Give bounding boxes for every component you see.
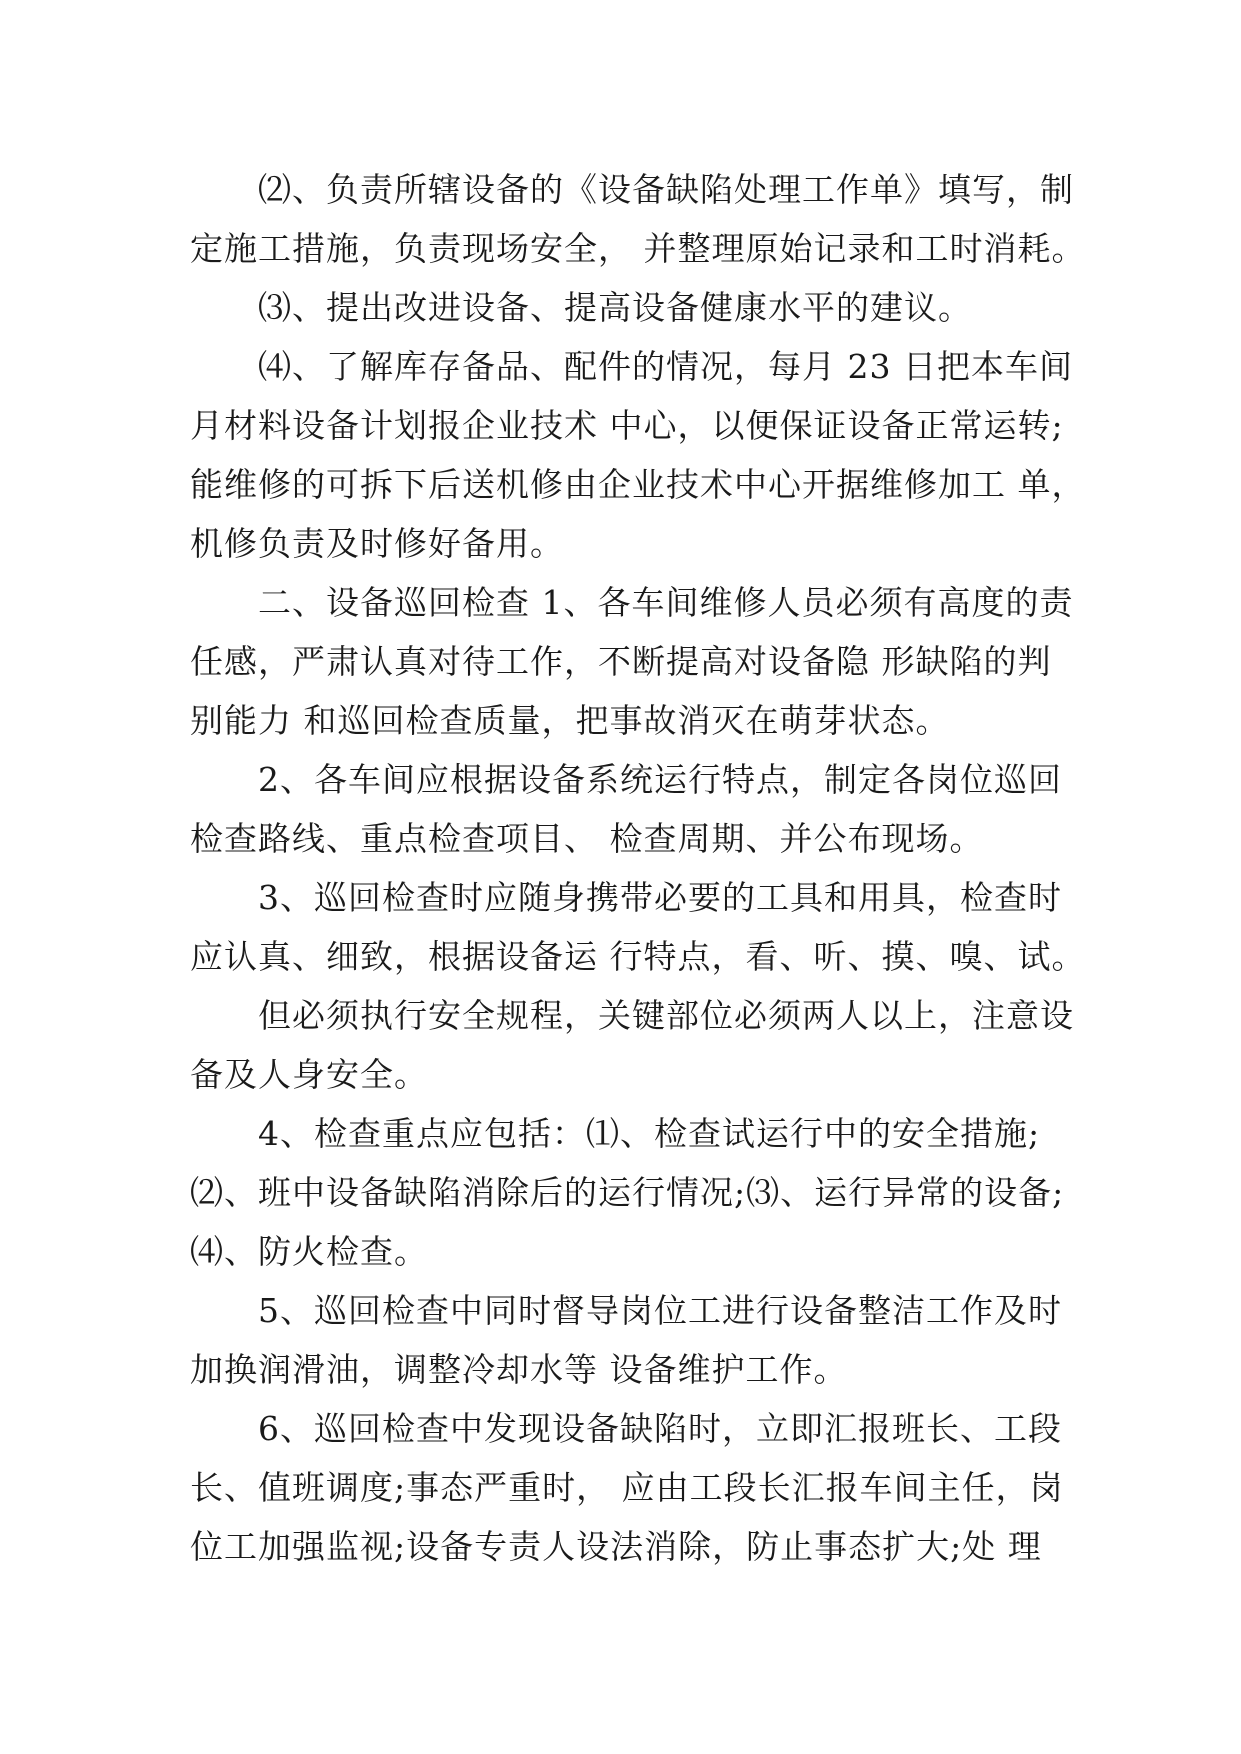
text-line: 5、巡回检查中同时督导岗位工进行设备整洁工作及时	[190, 1291, 1062, 1330]
text-line: 6、巡回检查中发现设备缺陷时，立即汇报班长、工段	[190, 1409, 1062, 1448]
text-line: 能维修的可拆下后送机修由企业技术中心开据维修加工 单，	[190, 465, 1086, 504]
text-line: 应认真、细致，根据设备运 行特点，看、听、摸、嗅、试。	[190, 937, 1086, 976]
item-6-defect-reporting	[190, 1399, 1070, 1576]
text-line: 位工加强监视;设备专责人设法消除，防止事态扩大;处 理	[190, 1527, 1042, 1566]
text-line: ⑷、了解库存备品、配件的情况，每月 23 日把本车间	[190, 347, 1073, 386]
item-2-routes	[190, 750, 1070, 868]
text-line: 任感，严肃认真对待工作，不断提高对设备隐 形缺陷的判	[190, 642, 1052, 681]
text-line: 别能力 和巡回检查质量，把事故消灭在萌芽状态。	[190, 701, 950, 740]
text-line: ⑵、班中设备缺陷消除后的运行情况;⑶、运行异常的设备;	[190, 1173, 1065, 1212]
text-line: 3、巡回检查时应随身携带必要的工具和用具，检查时	[190, 878, 1062, 917]
text-line: 长、值班调度;事态严重时， 应由工段长汇报车间主任，岗	[190, 1468, 1064, 1507]
text-line: 检查路线、重点检查项目、 检查周期、并公布现场。	[190, 819, 984, 858]
text-line: ⑵、负责所辖设备的《设备缺陷处理工作单》填写，制	[190, 170, 1074, 209]
section-2-inspection	[190, 573, 1074, 750]
paragraph-4-inventory	[190, 337, 1086, 573]
paragraph-2-responsibility	[190, 160, 1086, 278]
text-line: 机修负责及时修好备用。	[190, 524, 564, 563]
item-5-maintenance	[190, 1281, 1070, 1399]
paragraph-3-suggestions	[190, 278, 1070, 337]
text-line: 备及人身安全。	[190, 1055, 428, 1094]
safety-note	[190, 986, 1074, 1104]
text-line: 二、设备巡回检查 1、各车间维修人员必须有高度的责	[190, 583, 1074, 622]
text-line: 2、各车间应根据设备系统运行特点，制定各岗位巡回	[190, 760, 1062, 799]
text-line: ⑶、提出改进设备、提高设备健康水平的建议。	[190, 288, 972, 327]
text-line: 定施工措施，负责现场安全， 并整理原始记录和工时消耗。	[190, 229, 1086, 268]
text-line: 4、检查重点应包括：⑴、检查试运行中的安全措施;	[190, 1114, 1041, 1153]
text-line: 但必须执行安全规程，关键部位必须两人以上，注意设	[190, 996, 1074, 1035]
text-line: ⑷、防火检查。	[190, 1232, 428, 1271]
document-body	[190, 160, 1086, 1576]
item-3-tools	[190, 868, 1086, 986]
text-line: 加换润滑油，调整冷却水等 设备维护工作。	[190, 1350, 848, 1389]
item-4-key-points	[190, 1104, 1070, 1281]
text-line: 月材料设备计划报企业技术 中心，以便保证设备正常运转;	[190, 406, 1064, 445]
